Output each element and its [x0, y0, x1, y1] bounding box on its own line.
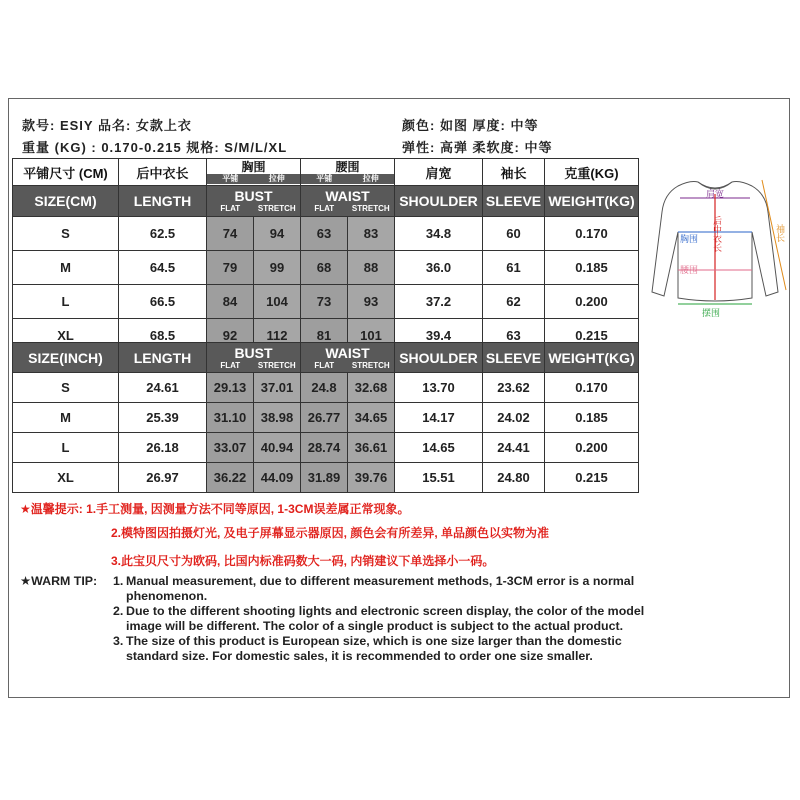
table-cell: XL: [13, 319, 119, 353]
table-cell: 38.98: [254, 403, 301, 433]
table-cell: 101: [348, 319, 395, 353]
size-table-inch: [12, 342, 639, 493]
table-cell: 68.5: [119, 319, 207, 353]
table-cell: 15.51: [395, 463, 483, 493]
table-cell: 34.8: [395, 217, 483, 251]
table-cell: 28.74: [301, 433, 348, 463]
cn-header-waist: 腰围 平铺 拉伸: [301, 159, 395, 186]
label-shoulder: 肩宽: [706, 189, 725, 199]
header-bust-inch: BUST FLAT STRETCH: [207, 343, 301, 373]
table-cell: 23.62: [483, 373, 545, 403]
header-waist-inch: WAIST FLAT STRETCH: [301, 343, 395, 373]
inch-header-row: [13, 343, 639, 373]
table-cell: 37.2: [395, 285, 483, 319]
label-hem: 摆围: [702, 308, 721, 318]
table-cell: 31.10: [207, 403, 254, 433]
table-cell: 63: [301, 217, 348, 251]
table-cell: 14.65: [395, 433, 483, 463]
table-cell: 81: [301, 319, 348, 353]
table-cell: M: [13, 403, 119, 433]
table-row: [13, 373, 639, 403]
warm-tip-items: [113, 574, 653, 664]
table-cell: 34.65: [348, 403, 395, 433]
cn-header-bust: 胸围 平铺 拉伸: [207, 159, 301, 186]
label-sleeve: 袖长: [775, 224, 785, 242]
table-cell: S: [13, 373, 119, 403]
header-sleeve-inch: SLEEVE: [483, 343, 545, 373]
table-cell: 14.17: [395, 403, 483, 433]
table-cell: 33.07: [207, 433, 254, 463]
header-waist: WAIST FLAT STRETCH: [301, 186, 395, 217]
table-cell: 66.5: [119, 285, 207, 319]
header-shoulder: SHOULDER: [395, 186, 483, 217]
warm-tip-item: 1. Manual measurement, due to different measurement methods, 1-3CM error is a normal phenomenon.: [113, 574, 635, 603]
header-length: LENGTH: [119, 186, 207, 217]
cn-header-size: 平铺尺寸 (CM): [13, 159, 119, 186]
table-cell: 29.13: [207, 373, 254, 403]
table-cell: 88: [348, 251, 395, 285]
en-header-row: [13, 186, 639, 217]
table-cell: 84: [207, 285, 254, 319]
table-cell: 112: [254, 319, 301, 353]
header-weight-inch: WEIGHT(KG): [545, 343, 639, 373]
table-cell: 68: [301, 251, 348, 285]
warm-tip-label: ★WARM TIP:: [20, 574, 98, 588]
cn-header-shoulder: 肩宽: [395, 159, 483, 186]
note-cn-2: 2.模特图因拍摄灯光, 及电子屏幕显示器原因, 颜色会有所差异, 单品颜色以实物为准: [111, 526, 550, 540]
label-waist: 腰围: [680, 265, 699, 275]
table-cell: 0.215: [545, 319, 639, 353]
table-cell: 36.0: [395, 251, 483, 285]
table-cell: L: [13, 433, 119, 463]
header-size-inch: SIZE(INCH): [13, 343, 119, 373]
cn-header-row: [13, 159, 639, 186]
table-cell: 24.8: [301, 373, 348, 403]
table-row: [13, 463, 639, 493]
table-cell: 13.70: [395, 373, 483, 403]
table-cell: 63: [483, 319, 545, 353]
table-cell: 24.02: [483, 403, 545, 433]
table-cell: 0.170: [545, 217, 639, 251]
warm-tip-item: 3. The size of this product is European size, which is one size larger than the domestic standard size. For domestic sales, it is recommended to order one size smaller.: [113, 634, 622, 663]
table-cell: 94: [254, 217, 301, 251]
table-cell: 31.89: [301, 463, 348, 493]
table-cell: 36.61: [348, 433, 395, 463]
table-cell: 83: [348, 217, 395, 251]
table-row: [13, 403, 639, 433]
header-weight: WEIGHT(KG): [545, 186, 639, 217]
label-bust: 胸围: [680, 234, 699, 244]
table-cell: 93: [348, 285, 395, 319]
note-cn-1: ★温馨提示: 1.手工测量, 因测量方法不同等原因, 1-3CM误差属正常现象。: [20, 502, 410, 516]
header-size: SIZE(CM): [13, 186, 119, 217]
table-cell: 24.80: [483, 463, 545, 493]
cn-header-weight: 克重(KG): [545, 159, 639, 186]
garment-diagram: [640, 172, 790, 320]
table-cell: 32.68: [348, 373, 395, 403]
product-info-line1-right: 颜色: 如图 厚度: 中等: [402, 118, 539, 133]
product-info-line1: 款号: ESIY 品名: 女款上衣: [22, 118, 192, 133]
table-cell: L: [13, 285, 119, 319]
table-cell: 39.4: [395, 319, 483, 353]
header-length-inch: LENGTH: [119, 343, 207, 373]
table-cell: 73: [301, 285, 348, 319]
table-cell: 0.170: [545, 373, 639, 403]
table-cell: 26.97: [119, 463, 207, 493]
table-cell: 26.77: [301, 403, 348, 433]
table-cell: 0.215: [545, 463, 639, 493]
table-cell: 24.61: [119, 373, 207, 403]
table-cell: 60: [483, 217, 545, 251]
table-row: [13, 433, 639, 463]
warm-tip-item: 2. Due to the different shooting lights and electronic screen display, the color of the model image will be different. The color of a single product is subject to the actual product.: [113, 604, 645, 633]
table-cell: 64.5: [119, 251, 207, 285]
cn-header-sleeve: 袖长: [483, 159, 545, 186]
table-row: [13, 217, 639, 251]
table-cell: 26.18: [119, 433, 207, 463]
table-cell: 62.5: [119, 217, 207, 251]
label-length: 后中衣长: [712, 216, 722, 252]
table-cell: XL: [13, 463, 119, 493]
cn-header-length: 后中衣长: [119, 159, 207, 186]
table-cell: 44.09: [254, 463, 301, 493]
table-cell: 36.22: [207, 463, 254, 493]
table-cell: 25.39: [119, 403, 207, 433]
header-bust: BUST FLAT STRETCH: [207, 186, 301, 217]
table-cell: 24.41: [483, 433, 545, 463]
table-cell: 61: [483, 251, 545, 285]
table-cell: 0.200: [545, 433, 639, 463]
table-row: [13, 285, 639, 319]
table-cell: 92: [207, 319, 254, 353]
table-cell: M: [13, 251, 119, 285]
table-cell: 99: [254, 251, 301, 285]
table-cell: 0.185: [545, 251, 639, 285]
table-cell: 74: [207, 217, 254, 251]
table-cell: 104: [254, 285, 301, 319]
table-cell: 37.01: [254, 373, 301, 403]
table-cell: 79: [207, 251, 254, 285]
product-info-line2: 重量 (KG) : 0.170-0.215 规格: S/M/L/XL: [22, 140, 288, 155]
table-cell: S: [13, 217, 119, 251]
size-table-cm: [12, 158, 639, 353]
table-cell: 39.76: [348, 463, 395, 493]
table-cell: 0.200: [545, 285, 639, 319]
table-cell: 40.94: [254, 433, 301, 463]
product-info-line2-right: 弹性: 高弹 柔软度: 中等: [402, 140, 553, 155]
header-sleeve: SLEEVE: [483, 186, 545, 217]
note-cn-3: 3.此宝贝尺寸为欧码, 比国内标准码数大一码, 内销建议下单选择小一码。: [111, 554, 495, 568]
header-shoulder-inch: SHOULDER: [395, 343, 483, 373]
table-cell: 0.185: [545, 403, 639, 433]
table-cell: 62: [483, 285, 545, 319]
table-row: [13, 251, 639, 285]
